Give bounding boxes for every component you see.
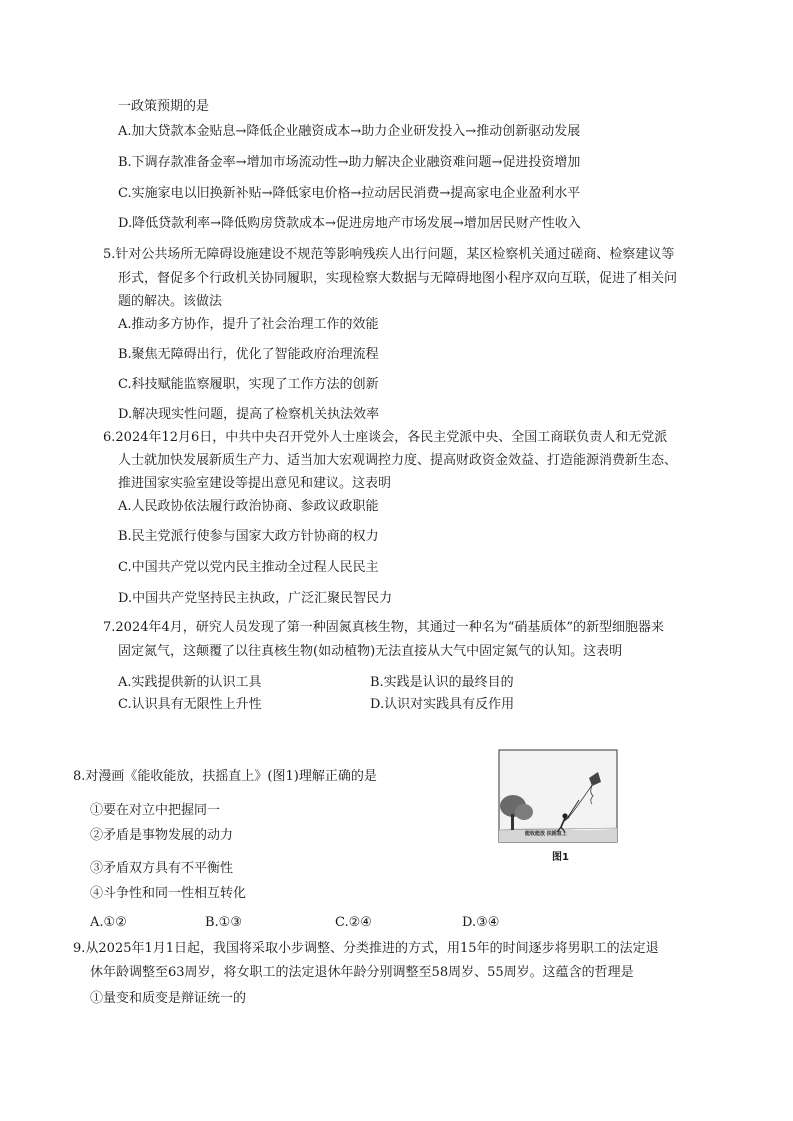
q5-stem-line-1: 5.针对公共场所无障碍设施建设不规范等影响残疾人出行问题，某区检察机关通过磋商、检察建议等 [103, 247, 675, 262]
q5-option-c: C.科技赋能监察履职，实现了工作方法的创新 [118, 377, 379, 392]
q7-option-b: B.实践是认识的最终目的 [370, 675, 514, 690]
q6-option-c: C.中国共产党以党内民主推动全过程人民民主 [118, 560, 379, 575]
q8-item-4: ④斗争性和同一性相互转化 [90, 886, 247, 901]
q6-option-a: A.人民政协依法履行政治协商、参政议政职能 [118, 499, 379, 514]
q8-item-3: ③矛盾双方具有不平衡性 [90, 861, 234, 876]
q8-choice-a: A.①② [90, 915, 127, 930]
q7-option-c: C.认识具有无限性上升性 [118, 697, 262, 712]
q4-option-b: B.下调存款准备金率→增加市场流动性→助力解决企业融资难问题→促进投资增加 [118, 155, 581, 170]
q8-choice-b: B.①③ [205, 915, 242, 930]
q6-option-b: B.民主党派行使参与国家大政方针协商的权力 [118, 529, 379, 544]
q6-stem-line-3: 推进国家实验室建设等提出意见和建议。这表明 [118, 476, 392, 491]
q8-item-1: ①要在对立中把握同一 [90, 803, 221, 818]
q4-option-c: C.实施家电以旧换新补贴→降低家电价格→拉动居民消费→提高家电企业盈利水平 [118, 186, 581, 201]
figure-caption: 图1 [552, 852, 569, 863]
q7-option-d: D.认识对实践具有反作用 [370, 697, 515, 712]
q8-choice-d: D.③④ [462, 915, 500, 930]
q4-option-d: D.降低贷款利率→降低购房贷款成本→促进房地产市场发展→增加居民财产性收入 [118, 216, 581, 231]
q7-stem-line-1: 7.2024年4月，研究人员发现了第一种固氮真核生物，其通过一种名为“硝基质体”的新型细胞器来 [103, 620, 665, 635]
q6-stem-line-2: 人士就加快发展新质生产力、适当加大宏观调控力度、提高财政资金效益、打造能源消费新生态、 [118, 453, 678, 468]
q7-option-a: A.实践提供新的认识工具 [118, 675, 262, 690]
q8-item-2: ②矛盾是事物发展的动力 [90, 828, 234, 843]
q8-choice-c: C.②④ [335, 915, 372, 930]
q5-stem-line-3: 题的解决。该做法 [118, 294, 223, 309]
q4-option-a: A.加大贷款本金贴息→降低企业融资成本→助力企业研发投入→推动创新驱动发展 [118, 124, 581, 139]
cartoon-figure [497, 748, 619, 866]
q4-stem-tail: 一政策预期的是 [118, 99, 210, 114]
q6-stem-line-1: 6.2024年12月6日，中共中央召开党外人士座谈会，各民主党派中央、全国工商联负责人和无党派 [103, 430, 668, 445]
q8-stem: 8.对漫画《能收能放，扶摇直上》(图1)理解正确的是 [73, 769, 377, 784]
q7-stem-line-2: 固定氮气，这颠覆了以往真核生物(如动植物)无法直接从大气中固定氮气的认知。这表明 [118, 644, 623, 659]
q9-item-1: ①量变和质变是辩证统一的 [90, 991, 247, 1006]
q5-option-a: A.推动多方协作，提升了社会治理工作的效能 [118, 317, 379, 332]
q5-option-b: B.聚焦无障碍出行，优化了智能政府治理流程 [118, 347, 379, 362]
cartoon-caption: 能收能放 扶摇直上 [525, 831, 567, 837]
q5-option-d: D.解决现实性问题，提高了检察机关执法效率 [118, 407, 380, 422]
q6-option-d: D.中国共产党坚持民主执政，广泛汇聚民智民力 [118, 591, 393, 606]
q9-stem-line-2: 休年龄调整至63周岁，将女职工的法定退休年龄分别调整至58周岁、55周岁。这蕴含的哲理是 [90, 965, 634, 980]
q9-stem-line-1: 9.从2025年1月1日起，我国将采取小步调整、分类推进的方式，用15年的时间逐步将男职工的法定退 [73, 941, 659, 956]
q5-stem-line-2: 形式，督促多个行政机关协同履职，实现检察大数据与无障碍地图小程序双向互联，促进了相关问 [118, 271, 678, 286]
